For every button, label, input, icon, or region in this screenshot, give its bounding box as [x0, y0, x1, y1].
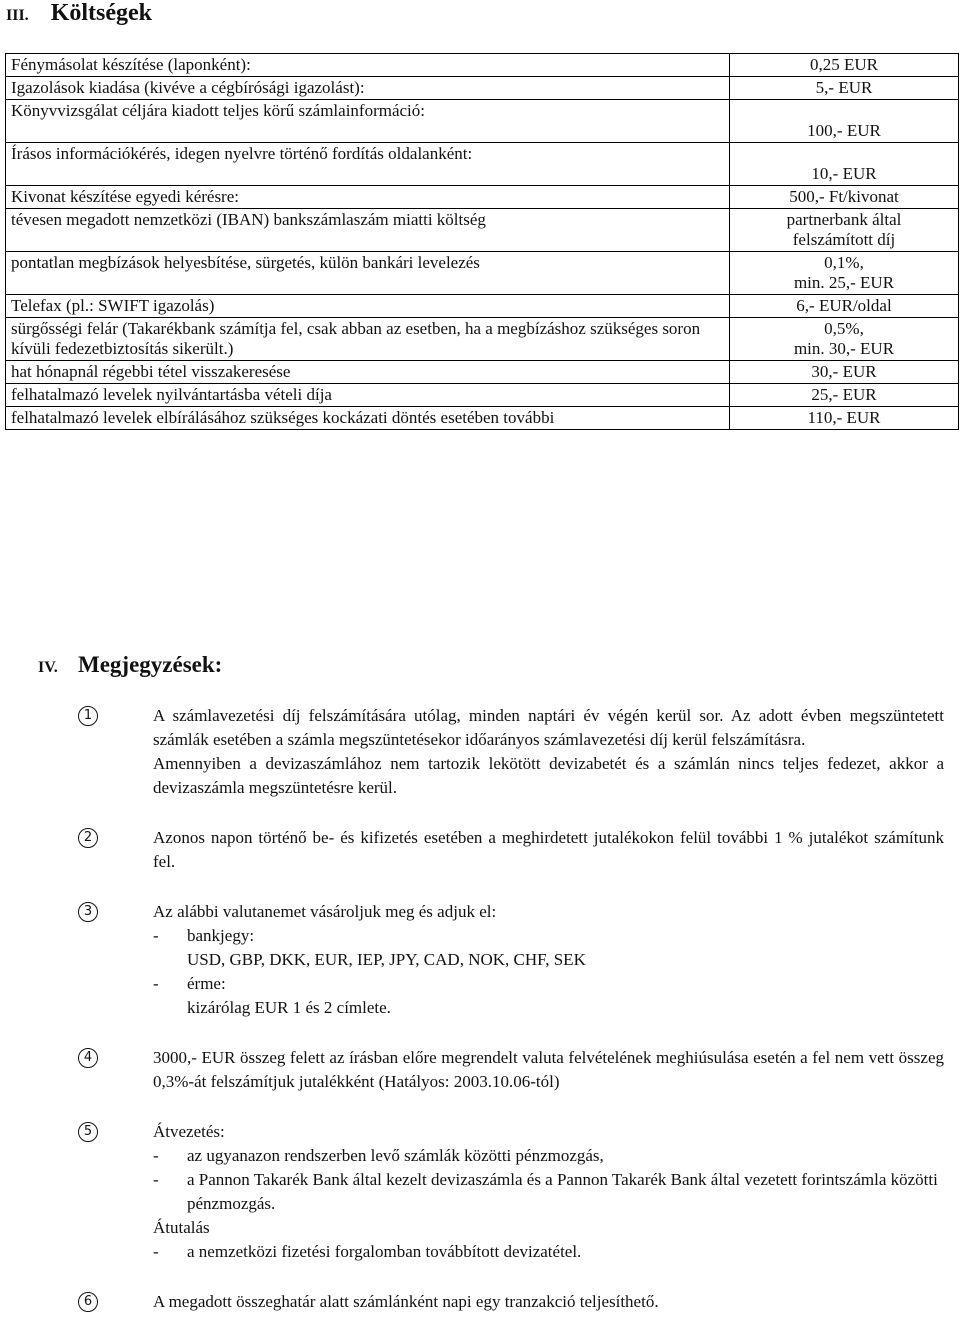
note-subtitle: Átvezetés:: [153, 1122, 225, 1141]
section-title: Költségek: [50, 0, 153, 26]
list-item-text: a Pannon Takarék Bank által kezelt devizaszámla és a Pannon Takarék Bank által vezetett forintszámla közötti pénzmozgás.: [187, 1170, 938, 1213]
note-3: [0, 900, 960, 1020]
note-text: Azonos napon történő be- és kifizetés esetében a meghirdetett jutalékokon felül további 1 % jutalékot számítunk fel.: [153, 828, 944, 871]
note-marker: 1: [78, 706, 98, 726]
section-number: III.: [6, 7, 29, 24]
cost-description: Kivonat készítése egyedi kérésre:: [6, 186, 730, 209]
price-line: 0,25 EUR: [810, 55, 878, 74]
list-item-text: az ugyanazon rendszerben levő számlák közötti pénzmozgás,: [187, 1146, 604, 1165]
cost-price: [730, 54, 959, 77]
cost-description: Telefax (pl.: SWIFT igazolás): [6, 295, 730, 318]
dash-bullet: -: [153, 1242, 159, 1261]
table-row: [6, 384, 959, 407]
note-2: [0, 826, 960, 874]
price-line: [732, 144, 956, 164]
price-line: 500,- Ft/kivonat: [789, 187, 899, 206]
table-row: [6, 361, 959, 384]
cost-price: [730, 186, 959, 209]
dash-bullet: -: [153, 1146, 159, 1165]
note-marker: 6: [78, 1292, 98, 1312]
cost-price: [730, 143, 959, 186]
note-marker: 4: [78, 1048, 98, 1068]
price-line: 100,- EUR: [807, 121, 881, 140]
note-1: [0, 704, 960, 800]
dash-bullet: -: [153, 1170, 159, 1189]
cost-price: [730, 295, 959, 318]
cost-description: felhatalmazó levelek elbírálásához szükséges kockázati döntés esetében további: [6, 407, 730, 430]
cost-description: tévesen megadott nemzetközi (IBAN) bankszámlaszám miatti költség: [6, 209, 730, 252]
note-subtitle: Átutalás: [153, 1218, 210, 1237]
table-row: [6, 186, 959, 209]
table-row: [6, 295, 959, 318]
price-line: min. 30,- EUR: [793, 339, 895, 358]
costs-table-body: [6, 54, 959, 430]
note-text: 3000,- EUR összeg felett az írásban előre megrendelt valuta felvételének meghiúsulása esetén a fel nem vett összeg 0,3%-át felszámítjuk jutalékként (Hatályos: 2003.10.06-tól): [153, 1048, 944, 1091]
section-title: Megjegyzések:: [78, 652, 223, 677]
price-line: felszámított díj: [792, 230, 896, 249]
list-item-detail: kizárólag EUR 1 és 2 címlete.: [187, 998, 391, 1017]
section-number: IV.: [38, 659, 58, 676]
table-row: [6, 407, 959, 430]
table-row: [6, 209, 959, 252]
price-line: 25,- EUR: [811, 385, 877, 404]
list-item: [153, 1168, 944, 1216]
table-row: [6, 100, 959, 143]
cost-description: sürgősségi felár (Takarékbank számítja fel, csak abban az esetben, ha a megbízáshoz szükséges soron kívüli fedezetbiztosítás sikerült.): [6, 318, 730, 361]
note-marker: 5: [78, 1122, 98, 1142]
price-line: 6,- EUR/oldal: [796, 296, 892, 315]
table-row: [6, 252, 959, 295]
note-5: [0, 1120, 960, 1264]
cost-price: [730, 384, 959, 407]
cost-description: Könyvvizsgálat céljára kiadott teljes körű számlainformáció:: [6, 100, 730, 143]
cost-description: pontatlan megbízások helyesbítése, sürgetés, külön bankári levelezés: [6, 252, 730, 295]
list-item-text: a nemzetközi fizetési forgalomban továbbított devizatétel.: [187, 1242, 582, 1261]
list-item: [153, 924, 944, 948]
note-4: [0, 1046, 960, 1094]
section-4-heading: [38, 651, 222, 682]
price-line: 10,- EUR: [811, 164, 877, 183]
list-item: [153, 1144, 944, 1168]
price-line: [732, 101, 956, 121]
dash-bullet: -: [153, 926, 159, 945]
price-line: 5,- EUR: [815, 78, 873, 97]
section-3-heading: [6, 0, 152, 30]
price-line: 0,5%,: [824, 319, 864, 338]
cost-description: Igazolások kiadása (kivéve a cégbírósági igazolást):: [6, 77, 730, 100]
note-text: A megadott összeghatár alatt számlánként napi egy tranzakció teljesíthető.: [153, 1292, 659, 1311]
table-row: [6, 77, 959, 100]
cost-description: felhatalmazó levelek nyilvántartásba vételi díja: [6, 384, 730, 407]
note-text: Amennyiben a devizaszámlához nem tartozik lekötött devizabetét és a számlán nincs teljes fedezet, akkor a devizaszámla megszüntetésre kerül.: [153, 754, 944, 797]
price-line: 30,- EUR: [811, 362, 877, 381]
note-marker: 3: [78, 902, 98, 922]
list-item-text: bankjegy:: [187, 926, 255, 945]
list-item: [153, 1240, 944, 1264]
price-line: 110,- EUR: [807, 408, 881, 427]
note-6: [0, 1290, 960, 1314]
price-line: partnerbank által: [786, 210, 902, 229]
cost-price: [730, 407, 959, 430]
list-item-text: érme:: [187, 974, 226, 993]
cost-price: [730, 252, 959, 295]
note-text: Az alábbi valutanemet vásároljuk meg és adjuk el:: [153, 902, 497, 921]
table-row: [6, 143, 959, 186]
note-marker: 2: [78, 828, 98, 848]
cost-price: [730, 100, 959, 143]
costs-table: [5, 53, 959, 430]
cost-price: [730, 318, 959, 361]
cost-description: hat hónapnál régebbi tétel visszakeresése: [6, 361, 730, 384]
notes-list: [0, 704, 960, 1340]
list-item: [153, 972, 944, 996]
cost-price: [730, 209, 959, 252]
table-row: [6, 318, 959, 361]
cost-description: Írásos információkérés, idegen nyelvre történő fordítás oldalanként:: [6, 143, 730, 186]
list-item-detail: USD, GBP, DKK, EUR, IEP, JPY, CAD, NOK, CHF, SEK: [187, 950, 586, 969]
price-line: min. 25,- EUR: [793, 273, 895, 292]
table-row: [6, 54, 959, 77]
cost-price: [730, 361, 959, 384]
cost-description: Fénymásolat készítése (laponként):: [6, 54, 730, 77]
dash-bullet: -: [153, 974, 159, 993]
note-text: A számlavezetési díj felszámítására utólag, minden naptári év végén kerül sor. Az adott évben megszüntetett számlák esetében a számla megszüntetésekor időarányos számlavezetési díj kerül felszámításra.: [153, 706, 944, 749]
cost-price: [730, 77, 959, 100]
price-line: 0,1%,: [824, 253, 864, 272]
